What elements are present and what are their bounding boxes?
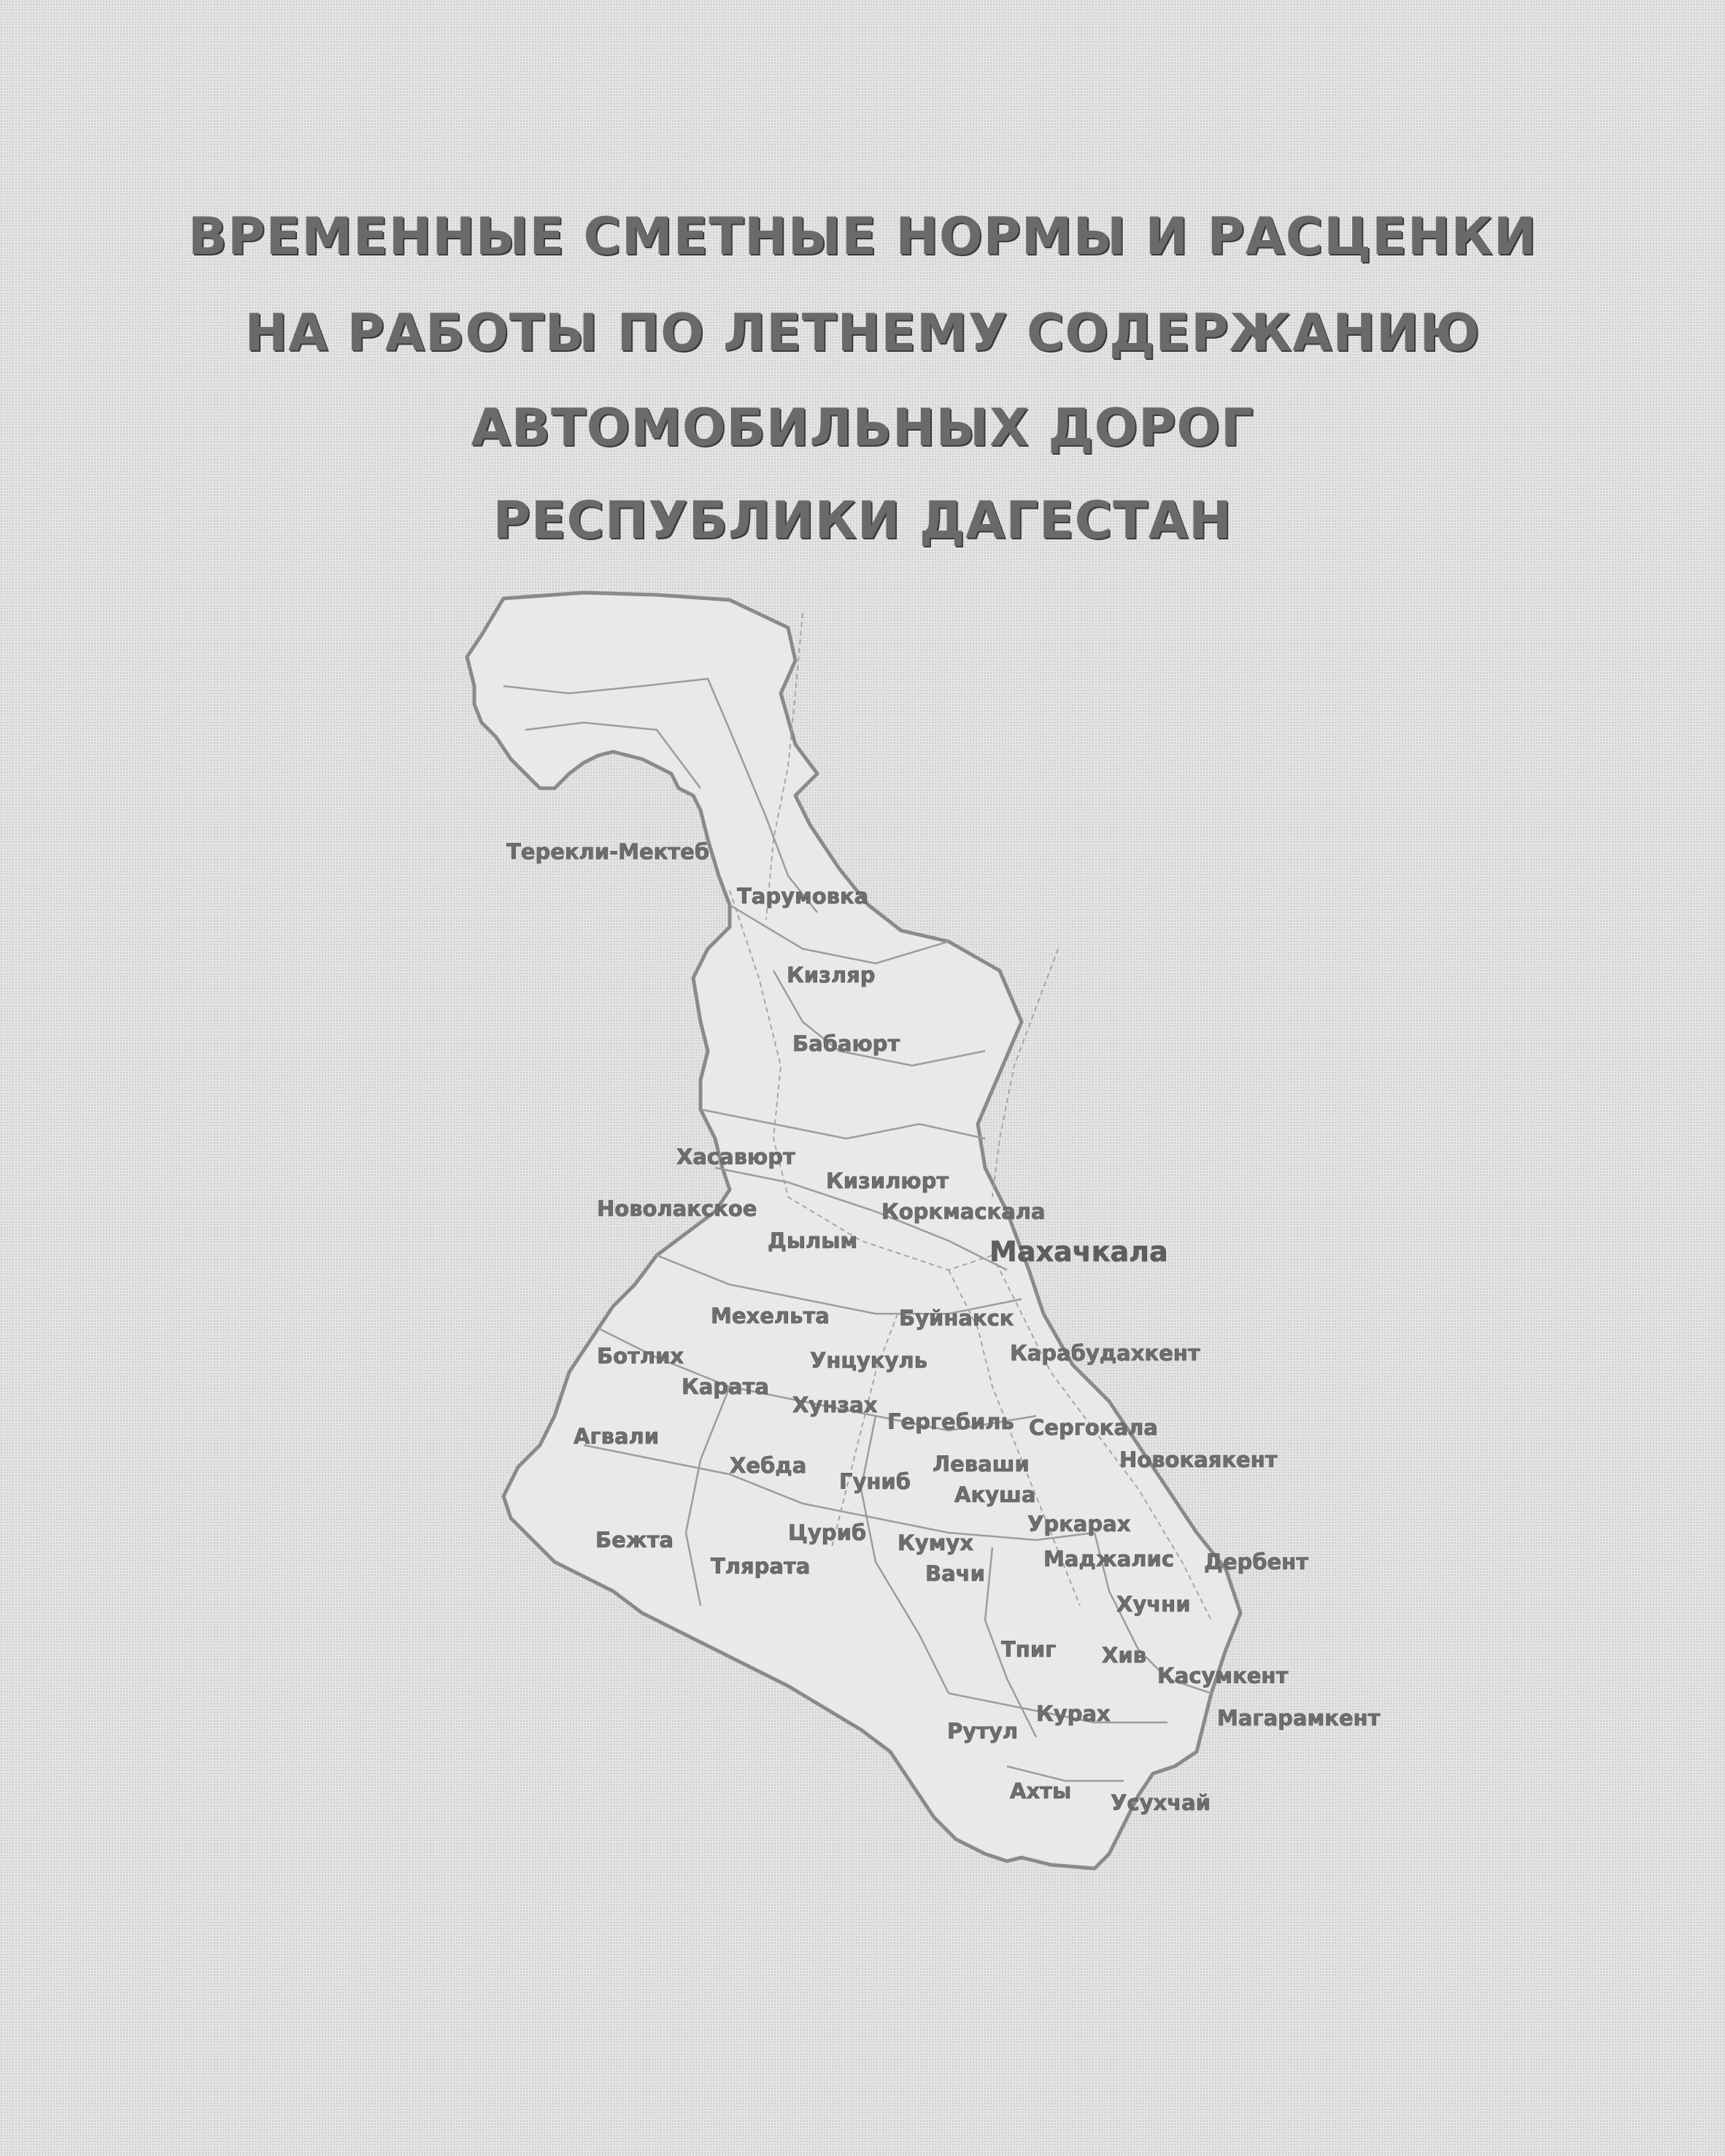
settlement-label: Магарамкент (1217, 1706, 1381, 1730)
settlement-label: Вачи (925, 1561, 985, 1586)
settlement-label: Рутул (947, 1719, 1019, 1744)
settlement-label: Карата (682, 1374, 769, 1399)
settlement-label: Гуниб (839, 1469, 911, 1494)
settlement-label: Хив (1102, 1643, 1147, 1668)
settlement-label: Ботлих (597, 1344, 684, 1368)
settlement-label: Касумкент (1157, 1663, 1289, 1688)
settlement-label: Новокаякент (1119, 1447, 1278, 1472)
title-line-4: РЕСПУБЛИКИ ДАГЕСТАН (493, 490, 1232, 550)
settlement-label: Тарумовка (737, 884, 869, 909)
settlement-label: Махачкала (989, 1236, 1168, 1268)
title-line-1: ВРЕМЕННЫЕ СМЕТНЫЕ НОРМЫ И РАСЦЕНКИ (188, 207, 1537, 266)
settlement-label: Коркмаскала (881, 1199, 1046, 1224)
settlement-label: Дербент (1204, 1549, 1309, 1574)
settlement-label: Мехельта (711, 1304, 830, 1328)
settlement-label: Леваши (933, 1452, 1030, 1477)
settlement-label: Уркарах (1027, 1512, 1131, 1536)
settlement-label: Терекли-Мектеб (506, 839, 710, 864)
settlement-label: Бабаюрт (792, 1031, 900, 1056)
settlement-label: Хунзах (792, 1393, 878, 1417)
settlement-label: Буйнакск (899, 1306, 1014, 1331)
settlement-label: Ахты (1010, 1779, 1072, 1803)
settlement-label: Акуша (954, 1482, 1036, 1507)
settlement-label: Тпиг (1001, 1637, 1057, 1662)
settlement-label: Бежта (595, 1528, 674, 1552)
settlement-label: Курах (1036, 1701, 1111, 1726)
settlement-label: Агвали (574, 1424, 660, 1449)
settlement-label: Хебда (730, 1453, 807, 1478)
settlement-label: Кизилюрт (826, 1169, 949, 1193)
settlement-label: Хасавюрт (676, 1144, 795, 1169)
settlement-label: Новолакское (597, 1196, 757, 1221)
settlement-label: Цуриб (788, 1520, 867, 1545)
settlement-label: Хучни (1116, 1592, 1191, 1617)
settlement-label: Карабудахкент (1010, 1341, 1200, 1366)
settlement-label: Усухчай (1111, 1790, 1211, 1815)
settlement-label: Унцукуль (810, 1348, 927, 1373)
settlement-label: Кумух (898, 1531, 973, 1555)
settlement-label: Гергебиль (887, 1409, 1014, 1434)
settlement-label: Тлярата (711, 1554, 811, 1579)
settlement-label: Сергокала (1029, 1415, 1158, 1440)
settlement-label: Дылым (768, 1228, 858, 1253)
settlement-label: Кизляр (787, 963, 876, 987)
settlement-label: Маджалис (1043, 1547, 1175, 1571)
title-line-2: НА РАБОТЫ ПО ЛЕТНЕМУ СОДЕРЖАНИЮ (244, 303, 1481, 363)
title-line-3: АВТОМОБИЛЬНЫХ ДОРОГ (471, 398, 1254, 458)
